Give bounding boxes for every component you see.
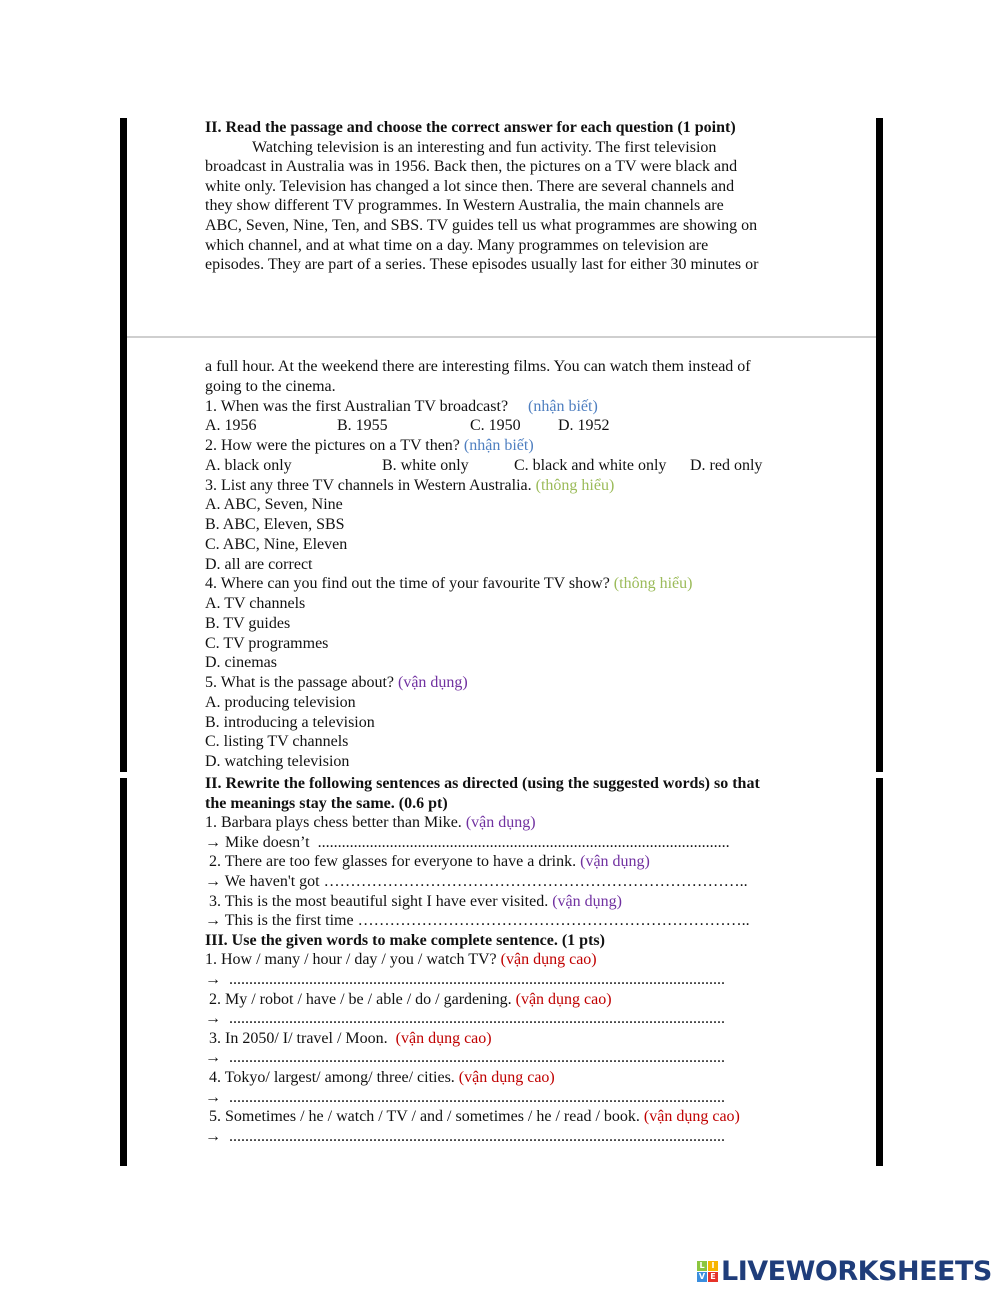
- answer-option: A. black only: [205, 456, 292, 474]
- answer-option: B. 1955: [337, 417, 388, 435]
- text-line: [205, 436, 534, 455]
- text-line: [205, 1029, 492, 1048]
- difficulty-tag: (vận dụng cao): [643, 1108, 740, 1126]
- text-line: [205, 713, 375, 732]
- line-text: the meanings stay the same. (0.6 pt): [205, 794, 448, 812]
- answer-option: A. 1956: [205, 417, 257, 435]
- text-line: [205, 157, 737, 176]
- text-line: [252, 138, 716, 157]
- line-text: B. ABC, Eleven, SBS: [205, 516, 345, 533]
- section-heading: [205, 118, 736, 137]
- badge-letter: V: [698, 1272, 706, 1281]
- text-line: [205, 990, 612, 1009]
- text-line: [205, 752, 349, 771]
- answer-option: C. black and white only: [514, 456, 667, 474]
- line-text: → ............................................................................................................................: [205, 1010, 725, 1028]
- answer-option: C. 1950: [470, 417, 521, 435]
- text-line: [205, 1088, 725, 1107]
- line-text: → ............................................................................................................................: [205, 1088, 725, 1106]
- badge-letter: I: [708, 1261, 718, 1271]
- difficulty-tag: (vận dụng): [580, 853, 650, 871]
- answer-option: D. red only: [690, 456, 763, 474]
- line-text: C. ABC, Nine, Eleven: [205, 535, 348, 553]
- text-line: [205, 892, 622, 911]
- line-text: 1. Barbara plays chess better than Mike.: [205, 814, 466, 832]
- text-line: [205, 833, 730, 852]
- text-line: [205, 495, 343, 514]
- text-line: [205, 614, 290, 633]
- text-line: [205, 1107, 740, 1126]
- line-text: A. TV channels: [205, 595, 306, 612]
- line-text: C. TV programmes: [205, 634, 329, 652]
- difficulty-tag: (vận dụng): [397, 674, 468, 691]
- line-text: 2. My / robot / have / be / able / do / gardening.: [205, 990, 516, 1008]
- text-line: [205, 1127, 725, 1146]
- line-text: 2. There are too few glasses for everyone to have a drink.: [205, 853, 581, 871]
- line-text: → ............................................................................................................................: [205, 1049, 725, 1067]
- text-line: [205, 872, 748, 891]
- difficulty-tag: (vận dụng cao): [395, 1029, 492, 1047]
- line-text: 4. Tokyo/ largest/ among/ three/ cities.: [205, 1069, 459, 1086]
- text-line: [205, 852, 650, 871]
- difficulty-tag: (vận dụng): [465, 814, 536, 832]
- text-line: [205, 950, 597, 969]
- difficulty-tag: (thông hiểu): [613, 575, 693, 593]
- line-text: → This is the first time ………………………………………………………………..: [205, 912, 750, 930]
- line-text: ABC, Seven, Nine, Ten, and SBS. TV guides tell us what programmes are showing on: [205, 217, 758, 234]
- text-line: [205, 1009, 725, 1028]
- line-text: III. Use the given words to make complete sentence. (1 pts): [205, 931, 605, 949]
- badge-letter: E: [708, 1272, 718, 1282]
- difficulty-tag: (nhận biết): [528, 397, 598, 415]
- text-line: [205, 911, 750, 930]
- line-text: A. producing television: [205, 693, 356, 711]
- line-text: D. all are correct: [205, 555, 313, 573]
- text-line: [205, 1068, 555, 1087]
- difficulty-tag: (vận dụng cao): [500, 951, 597, 969]
- line-text: 4. Where can you find out the time of your favourite TV show?: [205, 575, 614, 593]
- section-heading: [205, 931, 605, 950]
- line-text: D. cinemas: [205, 654, 277, 672]
- line-text: 1. When was the first Australian TV broadcast?: [205, 397, 529, 415]
- liveworksheets-logo: [697, 1256, 992, 1287]
- line-text: broadcast in Australia was in 1956. Back then, the pictures on a TV were black and: [205, 158, 738, 176]
- logo-text: LIVEWORKSHEETS: [721, 1256, 992, 1287]
- live-badge-icon: [697, 1261, 718, 1282]
- line-text: → We haven't got ……………………………………………………………………..: [205, 873, 748, 890]
- page-separator: [127, 336, 876, 338]
- difficulty-tag: (vận dụng): [552, 892, 622, 910]
- answer-option: B. white only: [382, 456, 469, 474]
- text-line: [205, 255, 758, 274]
- section-heading: [205, 794, 448, 813]
- line-text: 1. How / many / hour / day / you / watch TV?: [205, 951, 501, 969]
- line-text: → Mike doesn’t .......................................................................................................: [205, 833, 730, 851]
- badge-letter: L: [697, 1261, 707, 1271]
- line-text: a full hour. At the weekend there are interesting films. You can watch them instead of: [205, 358, 751, 375]
- text-line: [205, 196, 724, 215]
- difficulty-tag: (vận dụng cao): [515, 990, 612, 1008]
- text-line: [205, 813, 536, 832]
- text-line: [205, 555, 312, 574]
- text-line: [205, 236, 708, 255]
- line-text: 3. In 2050/ I/ travel / Moon.: [205, 1029, 396, 1047]
- difficulty-tag: (thông hiểu): [535, 476, 615, 494]
- text-line: [205, 594, 305, 613]
- line-text: 3. This is the most beautiful sight I have ever visited.: [205, 892, 553, 910]
- line-text: episodes. They are part of a series. These episodes usually last for either 30 minutes or: [205, 256, 759, 274]
- text-line: [205, 693, 356, 712]
- text-line: [205, 970, 725, 989]
- text-line: [205, 397, 598, 416]
- line-text: II. Rewrite the following sentences as directed (using the suggested words) so that: [205, 775, 760, 792]
- text-line: [205, 177, 734, 196]
- page-border-right-bottom: [876, 778, 883, 1166]
- page-border-left-top: [120, 118, 127, 772]
- line-text: they show different TV programmes. In Western Australia, the main channels are: [205, 197, 724, 215]
- line-text: 2. How were the pictures on a TV then?: [205, 437, 464, 454]
- line-text: going to the cinema.: [205, 377, 336, 395]
- difficulty-tag: (nhận biết): [463, 437, 534, 454]
- line-text: B. TV guides: [205, 614, 291, 632]
- section-heading: [205, 774, 760, 793]
- line-text: which channel, and at what time on a day. Many programmes on television are: [205, 236, 709, 254]
- line-text: white only. Television has changed a lot since then. There are several channels and: [205, 177, 735, 195]
- text-line: [205, 653, 277, 672]
- line-text: → ............................................................................................................................: [205, 1127, 725, 1145]
- text-line: [205, 515, 345, 534]
- line-text: A. ABC, Seven, Nine: [205, 496, 343, 514]
- line-text: B. introducing a television: [205, 713, 375, 731]
- text-line: [205, 476, 614, 495]
- text-line: [205, 732, 348, 751]
- line-text: 3. List any three TV channels in Western Australia.: [205, 476, 536, 494]
- text-line: [205, 535, 347, 554]
- line-text: Watching television is an interesting and fun activity. The first television: [252, 138, 717, 156]
- line-text: 5. Sometimes / he / watch / TV / and / sometimes / he / read / book.: [205, 1108, 644, 1126]
- line-text: C. listing TV channels: [205, 733, 349, 751]
- difficulty-tag: (vận dụng cao): [458, 1069, 555, 1086]
- text-line: [205, 216, 757, 235]
- text-line: [205, 1048, 725, 1067]
- page-border-right-top: [876, 118, 883, 772]
- line-text: 5. What is the passage about?: [205, 674, 398, 691]
- text-line: [205, 357, 751, 376]
- answer-option: D. 1952: [558, 417, 610, 435]
- text-line: [205, 574, 692, 593]
- line-text: II. Read the passage and choose the correct answer for each question (1 point): [205, 119, 736, 136]
- page-border-left-bottom: [120, 778, 127, 1166]
- line-text: D. watching television: [205, 753, 350, 770]
- text-line: [205, 377, 336, 396]
- line-text: → ............................................................................................................................: [205, 971, 725, 988]
- text-line: [205, 634, 328, 653]
- text-line: [205, 673, 468, 692]
